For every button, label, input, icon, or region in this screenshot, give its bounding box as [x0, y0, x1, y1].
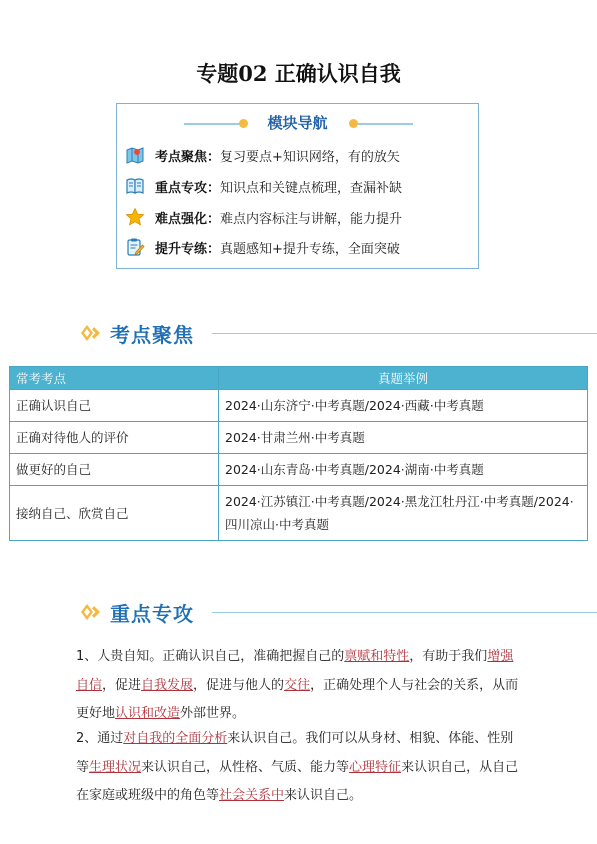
table-header-row: [10, 367, 588, 390]
topic-cell: 正确认识自己: [10, 390, 219, 422]
text-run: 来认识自己。: [284, 788, 363, 803]
key-term: 对自我的全面分析: [123, 731, 228, 746]
text-run: 来认识自己，从性格、气质、能力等: [141, 759, 350, 775]
module-navigation-title: 模块导航: [267, 114, 328, 132]
guide-key: 提升专练：: [155, 241, 221, 257]
key-term: 认识和改造: [115, 706, 181, 721]
text-run: ，正确处理个人与社会的关系，从而更好地: [76, 677, 519, 721]
table-row: [10, 390, 588, 422]
section-title: 重点专攻: [110, 601, 194, 626]
module-navigation-header: [117, 112, 478, 134]
examples-cell: 2024·山东青岛·中考真题/2024·湖南·中考真题: [219, 454, 588, 486]
star-icon: [125, 207, 145, 227]
guide-item-difficulty: [125, 205, 402, 229]
section-heading-key-points: [80, 597, 597, 627]
column-header-examples: 真题举例: [219, 367, 588, 390]
topic-cell: 做更好的自己: [10, 454, 219, 486]
guide-value: 复习要点+知识网络，有的放矢: [220, 149, 400, 165]
guide-key: 重点专攻：: [155, 180, 221, 196]
module-navigation-box: [116, 103, 479, 269]
guide-value: 知识点和关键点梳理，查漏补缺: [220, 180, 403, 196]
book-icon: [125, 176, 145, 196]
section-heading-focus: [80, 318, 597, 348]
table-row: [10, 422, 588, 454]
key-term: 增强自信: [76, 649, 514, 693]
key-term: 社会关系中: [219, 788, 285, 803]
guide-item-practice: [125, 235, 400, 259]
map-icon: [125, 145, 145, 165]
key-term: 自我发展: [141, 677, 194, 693]
clipboard-pen-icon: [125, 237, 145, 257]
exam-topics-table: [9, 366, 588, 541]
text-run: 来认识自己，从自己在家庭或班级中的角色等: [76, 759, 519, 803]
key-term: 交往: [284, 677, 311, 693]
text-run: 来认识自己。我们可以从身材、相貌、体能、性别等: [76, 731, 514, 775]
guide-key: 考点聚焦：: [155, 149, 221, 165]
guide-key: 难点强化：: [155, 211, 221, 227]
double-diamond-icon: [80, 324, 102, 342]
section-title: 考点聚焦: [110, 322, 194, 347]
examples-cell: 2024·甘肃兰州·中考真题: [219, 422, 588, 454]
guide-item-focus: [125, 143, 400, 167]
examples-cell: 2024·山东济宁·中考真题/2024·西藏·中考真题: [219, 390, 588, 422]
paragraph-2: [76, 725, 526, 811]
section-rule: [212, 333, 597, 334]
text-run: 外部世界。: [180, 706, 246, 721]
page-title: 专题02 正确认识自我: [196, 61, 401, 86]
section-rule: [212, 612, 597, 613]
text-run: 2、通过: [76, 731, 124, 746]
table-row: [10, 454, 588, 486]
guide-item-key-points: [125, 174, 402, 198]
column-header-topic: 常考考点: [10, 367, 219, 390]
text-run: ，有助于我们: [409, 649, 488, 664]
paragraph-1: [76, 643, 526, 729]
key-term: 生理状况: [89, 759, 142, 775]
key-term: 禀赋和特性: [344, 649, 410, 664]
guide-value: 真题感知+提升专练，全面突破: [220, 241, 400, 257]
topic-cell: 接纳自己、欣赏自己: [10, 486, 219, 541]
text-run: 1、人贵自知。正确认识自己，准确把握自己的: [76, 649, 345, 664]
key-term: 心理特征: [349, 759, 402, 775]
topic-cell: 正确对待他人的评价: [10, 422, 219, 454]
text-run: ，促进与他人的: [193, 677, 285, 693]
table-row: [10, 486, 588, 541]
double-diamond-icon: [80, 603, 102, 621]
examples-cell: 2024·江苏镇江·中考真题/2024·黑龙江牡丹江·中考真题/2024·四川凉山·中考真题: [219, 486, 588, 541]
text-run: ，促进: [102, 677, 142, 693]
guide-value: 难点内容标注与讲解，能力提升: [220, 211, 403, 227]
